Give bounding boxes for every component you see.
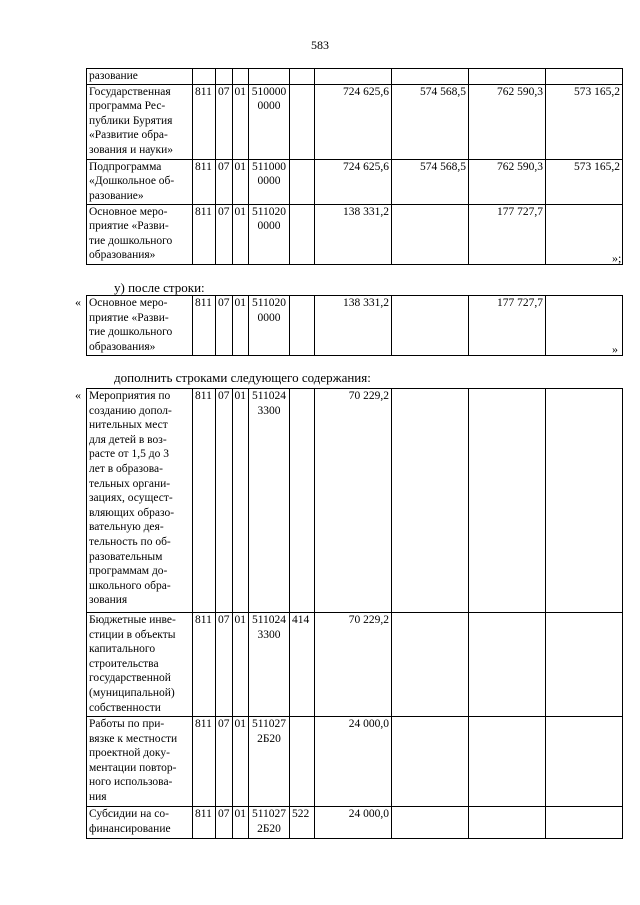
table-row	[87, 389, 623, 613]
section-cell: 07	[216, 389, 233, 613]
closing-quote: »	[612, 342, 618, 356]
amount-cell-2: 574 568,5	[392, 84, 469, 159]
expense-type-cell	[290, 159, 315, 204]
amount-cell-2	[392, 717, 469, 807]
target-article-cell: 511020 0000	[249, 204, 290, 264]
amount-cell-1: 724 625,6	[315, 84, 392, 159]
section-cell: 07	[216, 717, 233, 807]
amount-cell-2: 574 568,5	[392, 159, 469, 204]
amount-cell-2	[392, 613, 469, 717]
code-cell: 811	[193, 296, 216, 356]
code-cell: 811	[193, 159, 216, 204]
subsection-cell: 01	[232, 717, 249, 807]
subsection-cell: 01	[232, 159, 249, 204]
row-name-cell: Бюджетные инве- стиции в объекты капитального строительства государственной (муниципальной) собственности	[87, 613, 193, 717]
amount-cell-3: 177 727,7	[469, 204, 546, 264]
opening-quote: «	[75, 388, 81, 402]
amount-cell-2	[392, 69, 469, 85]
section-cell: 07	[216, 159, 233, 204]
page-number: 583	[311, 38, 329, 52]
section-cell: 07	[216, 204, 233, 264]
section-cell: 07	[216, 84, 233, 159]
amount-cell-4	[546, 807, 623, 839]
amount-cell-3: 762 590,3	[469, 159, 546, 204]
row-name-cell: разование	[87, 69, 193, 85]
row-name-cell: Мероприятия по созданию допол- нительных мест для детей в воз- расте от 1,5 до 3 лет в образова- тельных органи- зациях, осущест- вляющих образо- вательную дея- тельность по об- разовательным программам до- школьного обра- зования	[87, 389, 193, 613]
row-name-cell: Подпрограмма «Дошкольное об- разование»	[87, 159, 193, 204]
amount-cell-3	[469, 613, 546, 717]
expense-type-cell	[290, 717, 315, 807]
amount-cell-4	[546, 717, 623, 807]
amount-cell-4	[546, 296, 623, 356]
subsection-cell: 01	[232, 84, 249, 159]
table-row	[87, 159, 623, 204]
row-name-cell: Работы по при- вязке к местности проектной доку- ментации повтор- ного использова- ния	[87, 717, 193, 807]
expense-type-cell	[290, 389, 315, 613]
budget-table-2	[86, 295, 623, 356]
subsection-cell: 01	[232, 613, 249, 717]
amount-cell-1: 138 331,2	[315, 204, 392, 264]
expense-type-cell	[290, 69, 315, 85]
amount-cell-4: 573 165,2	[546, 159, 623, 204]
amount-cell-3	[469, 389, 546, 613]
code-cell: 811	[193, 389, 216, 613]
amount-cell-3	[469, 807, 546, 839]
amount-cell-1: 724 625,6	[315, 159, 392, 204]
target-article-cell: 511027 2Б20	[249, 717, 290, 807]
target-article-cell: 511024 3300	[249, 389, 290, 613]
target-article-cell: 510000 0000	[249, 84, 290, 159]
code-cell: 811	[193, 717, 216, 807]
amount-cell-2	[392, 389, 469, 613]
amount-cell-1: 24 000,0	[315, 807, 392, 839]
code-cell: 811	[193, 84, 216, 159]
row-name-cell: Государственная программа Рес- публики Бурятия «Развитие обра- зования и науки»	[87, 84, 193, 159]
table-row	[87, 204, 623, 264]
target-article-cell: 511020 0000	[249, 296, 290, 356]
expense-type-cell	[290, 204, 315, 264]
amount-cell-1: 24 000,0	[315, 717, 392, 807]
subsection-cell: 01	[232, 204, 249, 264]
table-row	[87, 69, 623, 85]
amount-cell-1: 70 229,2	[315, 389, 392, 613]
section-cell: 07	[216, 296, 233, 356]
paragraph-after-row: у) после строки:	[114, 280, 205, 295]
paragraph-add-rows: дополнить строками следующего содержания:	[114, 370, 371, 385]
expense-type-cell: 522	[290, 807, 315, 839]
budget-table-1	[86, 68, 623, 265]
section-cell: 07	[216, 613, 233, 717]
opening-quote: «	[75, 295, 81, 309]
amount-cell-4	[546, 69, 623, 85]
table-row	[87, 717, 623, 807]
amount-cell-1	[315, 69, 392, 85]
section-cell	[216, 69, 233, 85]
amount-cell-3: 177 727,7	[469, 296, 546, 356]
target-article-cell: 511027 2Б20	[249, 807, 290, 839]
code-cell: 811	[193, 807, 216, 839]
amount-cell-2	[392, 296, 469, 356]
section-cell: 07	[216, 807, 233, 839]
amount-cell-4	[546, 389, 623, 613]
amount-cell-3	[469, 717, 546, 807]
code-cell: 811	[193, 613, 216, 717]
expense-type-cell	[290, 84, 315, 159]
amount-cell-1: 138 331,2	[315, 296, 392, 356]
amount-cell-4	[546, 204, 623, 264]
subsection-cell: 01	[232, 389, 249, 613]
code-cell: 811	[193, 204, 216, 264]
closing-quote: »;	[612, 251, 622, 265]
table-row	[87, 296, 623, 356]
subsection-cell	[232, 69, 249, 85]
amount-cell-4: 573 165,2	[546, 84, 623, 159]
target-article-cell: 511024 3300	[249, 613, 290, 717]
amount-cell-2	[392, 807, 469, 839]
subsection-cell: 01	[232, 807, 249, 839]
amount-cell-1: 70 229,2	[315, 613, 392, 717]
target-article-cell	[249, 69, 290, 85]
amount-cell-3: 762 590,3	[469, 84, 546, 159]
row-name-cell: Основное меро- приятие «Разви- тие дошкольного образования»	[87, 204, 193, 264]
amount-cell-3	[469, 69, 546, 85]
amount-cell-2	[392, 204, 469, 264]
table-row	[87, 613, 623, 717]
row-name-cell: Субсидии на со- финансирование	[87, 807, 193, 839]
subsection-cell: 01	[232, 296, 249, 356]
row-name-cell: Основное меро- приятие «Разви- тие дошкольного образования»	[87, 296, 193, 356]
expense-type-cell	[290, 296, 315, 356]
table-row	[87, 807, 623, 839]
table-row	[87, 84, 623, 159]
code-cell	[193, 69, 216, 85]
expense-type-cell: 414	[290, 613, 315, 717]
amount-cell-4	[546, 613, 623, 717]
budget-table-3	[86, 388, 623, 839]
target-article-cell: 511000 0000	[249, 159, 290, 204]
